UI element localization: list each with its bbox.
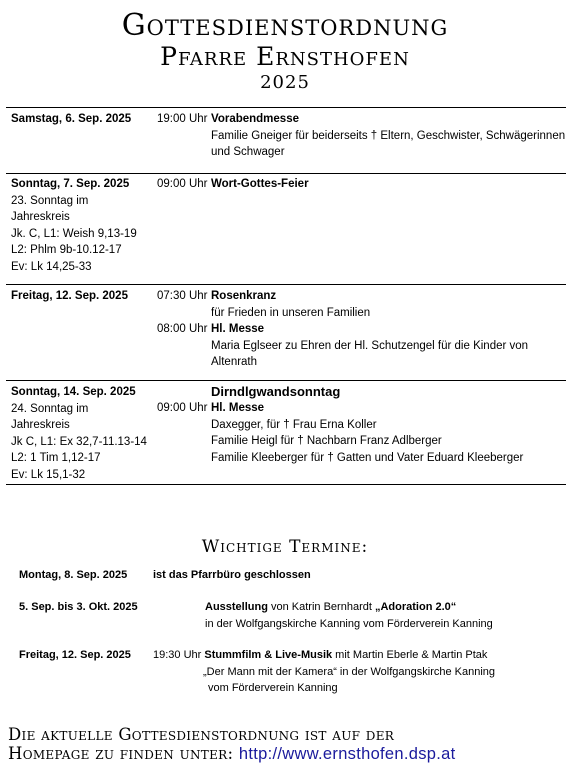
- liturgy-line: Jk. C, L1: Weish 9,13-19: [11, 227, 137, 240]
- event-title: Hl. Messe: [211, 323, 265, 335]
- intention-line: für Frieden in unseren Familien: [211, 306, 371, 319]
- event-title: Wort-Gottes-Feier: [211, 178, 309, 190]
- footer-line: Homepage zu finden unter:: [8, 744, 239, 763]
- liturgy-line: L2: 1 Tim 1,12-17: [11, 452, 101, 464]
- divider: [6, 484, 566, 485]
- day-date: Freitag, 12. Sep. 2025: [11, 290, 128, 302]
- termin-date: 5. Sep. bis 3. Okt. 2025: [19, 601, 138, 613]
- event-details: [211, 321, 566, 371]
- intention-line: Daxegger, für † Frau Erna Koller: [211, 418, 377, 431]
- termin-mid: von Katrin Bernhardt: [267, 601, 375, 613]
- intention-line: Altenrath: [211, 356, 258, 368]
- divider: [6, 284, 566, 285]
- intention-line: und Schwager: [211, 146, 285, 158]
- event-title: Hl. Messe: [211, 402, 265, 414]
- event-time: 09:00 Uhr: [157, 178, 208, 190]
- termin-text: [153, 647, 565, 697]
- event-details: [211, 400, 566, 466]
- event-time: 19:00 Uhr: [157, 113, 208, 125]
- termin-bold: Ausstellung: [205, 601, 268, 613]
- page-title: Gottesdienstordnung: [121, 8, 449, 43]
- liturgy-line: L2: Phlm 9b-10.12-17: [11, 244, 122, 256]
- liturgy-line: 24. Sonntag im: [11, 402, 89, 415]
- sunday-title: Dirndlgwandsonntag: [211, 384, 341, 399]
- termin-line: in der Wolfgangskirche Kanning vom Förderverein Kanning: [205, 617, 493, 630]
- liturgy-line: 23. Sonntag im: [11, 194, 89, 207]
- termin-text: ist das Pfarrbüro geschlossen: [153, 569, 311, 581]
- event-details: [211, 288, 566, 321]
- year: 2025: [260, 72, 310, 93]
- event-time: 07:30 Uhr: [157, 290, 208, 302]
- parish-name: Pfarre Ernsthofen: [160, 42, 410, 71]
- footer-line: Die aktuelle Gottesdienstordnung ist auf der: [8, 725, 395, 744]
- event-time: 09:00 Uhr: [157, 402, 208, 414]
- homepage-link[interactable]: http://www.ernsthofen.dsp.at: [238, 745, 456, 763]
- termin-rest: mit Martin Eberle & Martin Ptak: [332, 649, 488, 661]
- termin-date: Freitag, 12. Sep. 2025: [19, 649, 131, 661]
- termin-title: „Adoration 2.0“: [374, 601, 457, 613]
- liturgy-info: [11, 384, 151, 483]
- day-date: Samstag, 6. Sep. 2025: [11, 113, 132, 125]
- termin-line: „Der Mann mit der Kamera“ in der Wolfgangskirche Kanning: [203, 665, 496, 678]
- liturgy-line: Jk C, L1: Ex 32,7-11.13-14: [11, 435, 147, 448]
- divider: [6, 173, 566, 174]
- liturgy-line: Ev: Lk 14,25-33: [11, 260, 92, 273]
- divider: [6, 380, 566, 381]
- termin-line: vom Förderverein Kanning: [208, 682, 338, 694]
- event-time: 08:00 Uhr: [157, 323, 208, 335]
- divider: [6, 107, 566, 108]
- termin-text: [205, 599, 565, 632]
- day-date: Sonntag, 7. Sep. 2025: [11, 178, 130, 190]
- intention-line: Maria Eglseer zu Ehren der Hl. Schutzengel für die Kinder von: [211, 339, 529, 352]
- termin-bold: Stummfilm & Live-Musik: [204, 649, 333, 661]
- intention-line: Familie Gneiger für beiderseits † Eltern, Geschwister, Schwägerinnen: [211, 129, 566, 142]
- event-details: [211, 111, 566, 161]
- event-title: Rosenkranz: [211, 290, 277, 302]
- intention-line: Familie Heigl für † Nachbarn Franz Adlberger: [211, 435, 442, 447]
- liturgy-line: Jahreskreis: [11, 419, 70, 431]
- liturgy-line: Jahreskreis: [11, 211, 70, 223]
- footer-note: [8, 725, 568, 764]
- termin-time: 19:30 Uhr: [153, 649, 202, 661]
- liturgy-line: Ev: Lk 15,1-32: [11, 468, 86, 481]
- important-dates-heading: Wichtige Termine:: [201, 537, 369, 557]
- termin-date: Montag, 8. Sep. 2025: [19, 569, 128, 581]
- day-date: Sonntag, 14. Sep. 2025: [11, 386, 136, 398]
- intention-line: Familie Kleeberger für † Gatten und Vater Eduard Kleeberger: [211, 451, 524, 464]
- event-title: Vorabendmesse: [211, 113, 299, 125]
- liturgy-info: [11, 176, 151, 275]
